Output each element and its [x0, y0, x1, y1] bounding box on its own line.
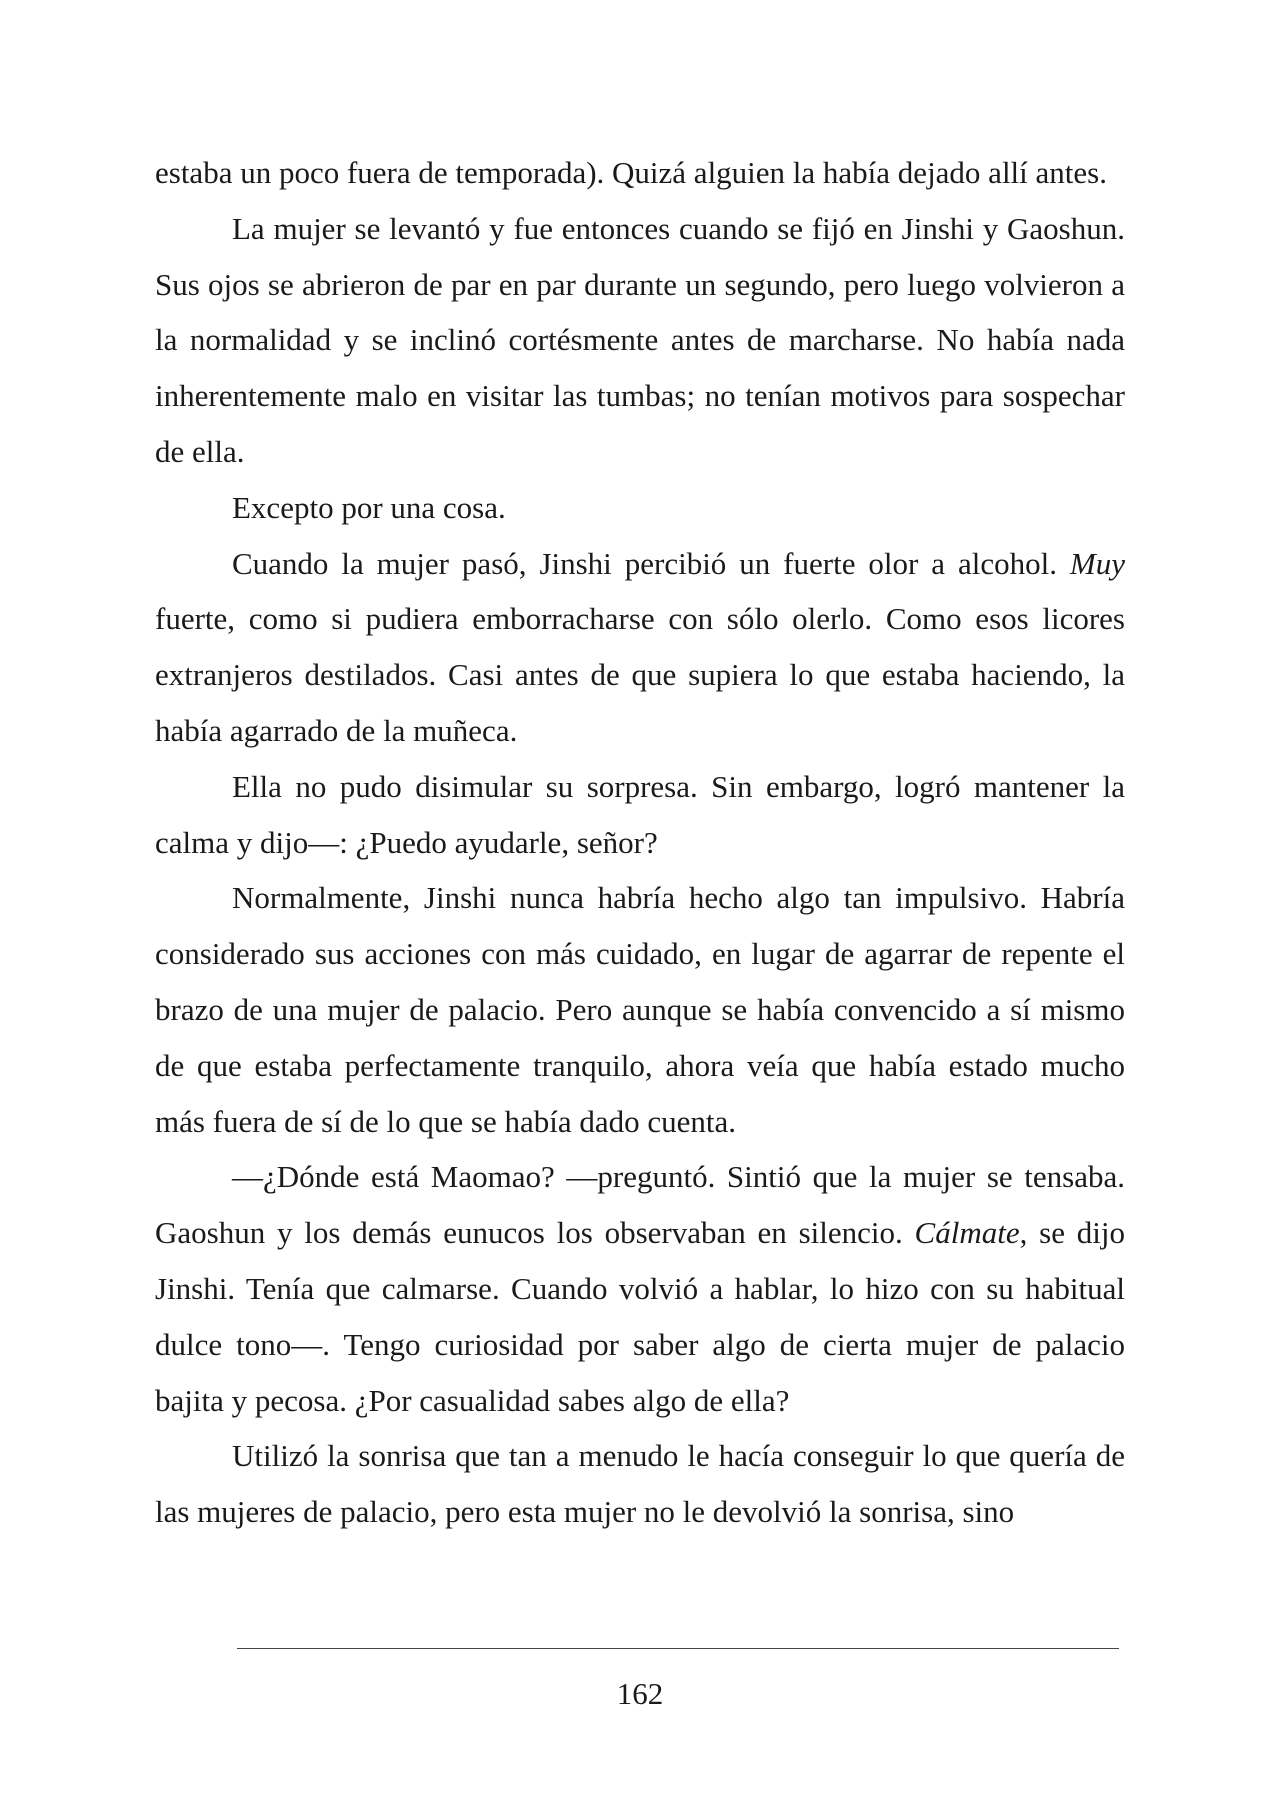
paragraph — [155, 145, 1125, 201]
page-number: 162 — [616, 1676, 664, 1711]
paragraph-text: Excepto por una cosa. — [232, 489, 506, 525]
paragraph-text: —¿Dónde está Maomao? —preguntó. Sintió que la mujer se tensaba. Gaoshun y los demás eunucos los observaban en silencio. — [155, 1159, 1125, 1251]
italic-text: Muy — [1069, 545, 1125, 581]
footer-divider — [237, 1648, 1119, 1649]
paragraph — [155, 1149, 1125, 1428]
paragraph — [155, 480, 1125, 536]
paragraph-text: , se dijo Jinshi. Tenía que calmarse. Cuando volvió a hablar, lo hizo con su habitual dulce tono—. Tengo curiosidad por saber algo de cierta mujer de palacio bajita y pecosa. ¿Por casualidad sabes algo de ella? — [155, 1215, 1125, 1418]
paragraph — [155, 201, 1125, 480]
paragraph-text: Cuando la mujer pasó, Jinshi percibió un fuerte olor a alcohol. — [232, 545, 1070, 581]
paragraph-text: Utilizó la sonrisa que tan a menudo le hacía conseguir lo que quería de las mujeres de palacio, pero esta mujer no le devolvió la sonrisa, sino — [155, 1438, 1125, 1530]
page-body-text — [155, 145, 1125, 1540]
paragraph-text: estaba un poco fuera de temporada). Quizá alguien la había dejado allí antes. — [155, 155, 1107, 190]
paragraph-text: Ella no pudo disimular su sorpresa. Sin embargo, logró mantener la calma y dijo—: ¿Puedo ayudarle, señor? — [155, 768, 1125, 860]
paragraph-text: Normalmente, Jinshi nunca habría hecho algo tan impulsivo. Habría considerado sus acciones con más cuidado, en lugar de agarrar de repente el brazo de una mujer de palacio. Pero aunque se había convencido a sí mismo de que estaba perfectamente tranquilo, ahora veía que había estado mucho más fuera de sí de lo que se había dado cuenta. — [155, 880, 1125, 1139]
paragraph — [155, 1428, 1125, 1540]
paragraph — [155, 536, 1125, 759]
paragraph-text: fuerte, como si pudiera emborracharse con sólo olerlo. Como esos licores extranjeros destilados. Casi antes de que supiera lo que estaba haciendo, la había agarrado de la muñeca. — [155, 601, 1125, 748]
paragraph — [155, 759, 1125, 871]
italic-text: Cálmate — [914, 1215, 1020, 1251]
paragraph — [155, 870, 1125, 1149]
paragraph-text: La mujer se levantó y fue entonces cuando se fijó en Jinshi y Gaoshun. Sus ojos se abrieron de par en par durante un segundo, pero luego volvieron a la normalidad y se inclinó cortésmente antes de marcharse. No había nada inherentemente malo en visitar las tumbas; no tenían motivos para sospechar de ella. — [155, 210, 1125, 469]
